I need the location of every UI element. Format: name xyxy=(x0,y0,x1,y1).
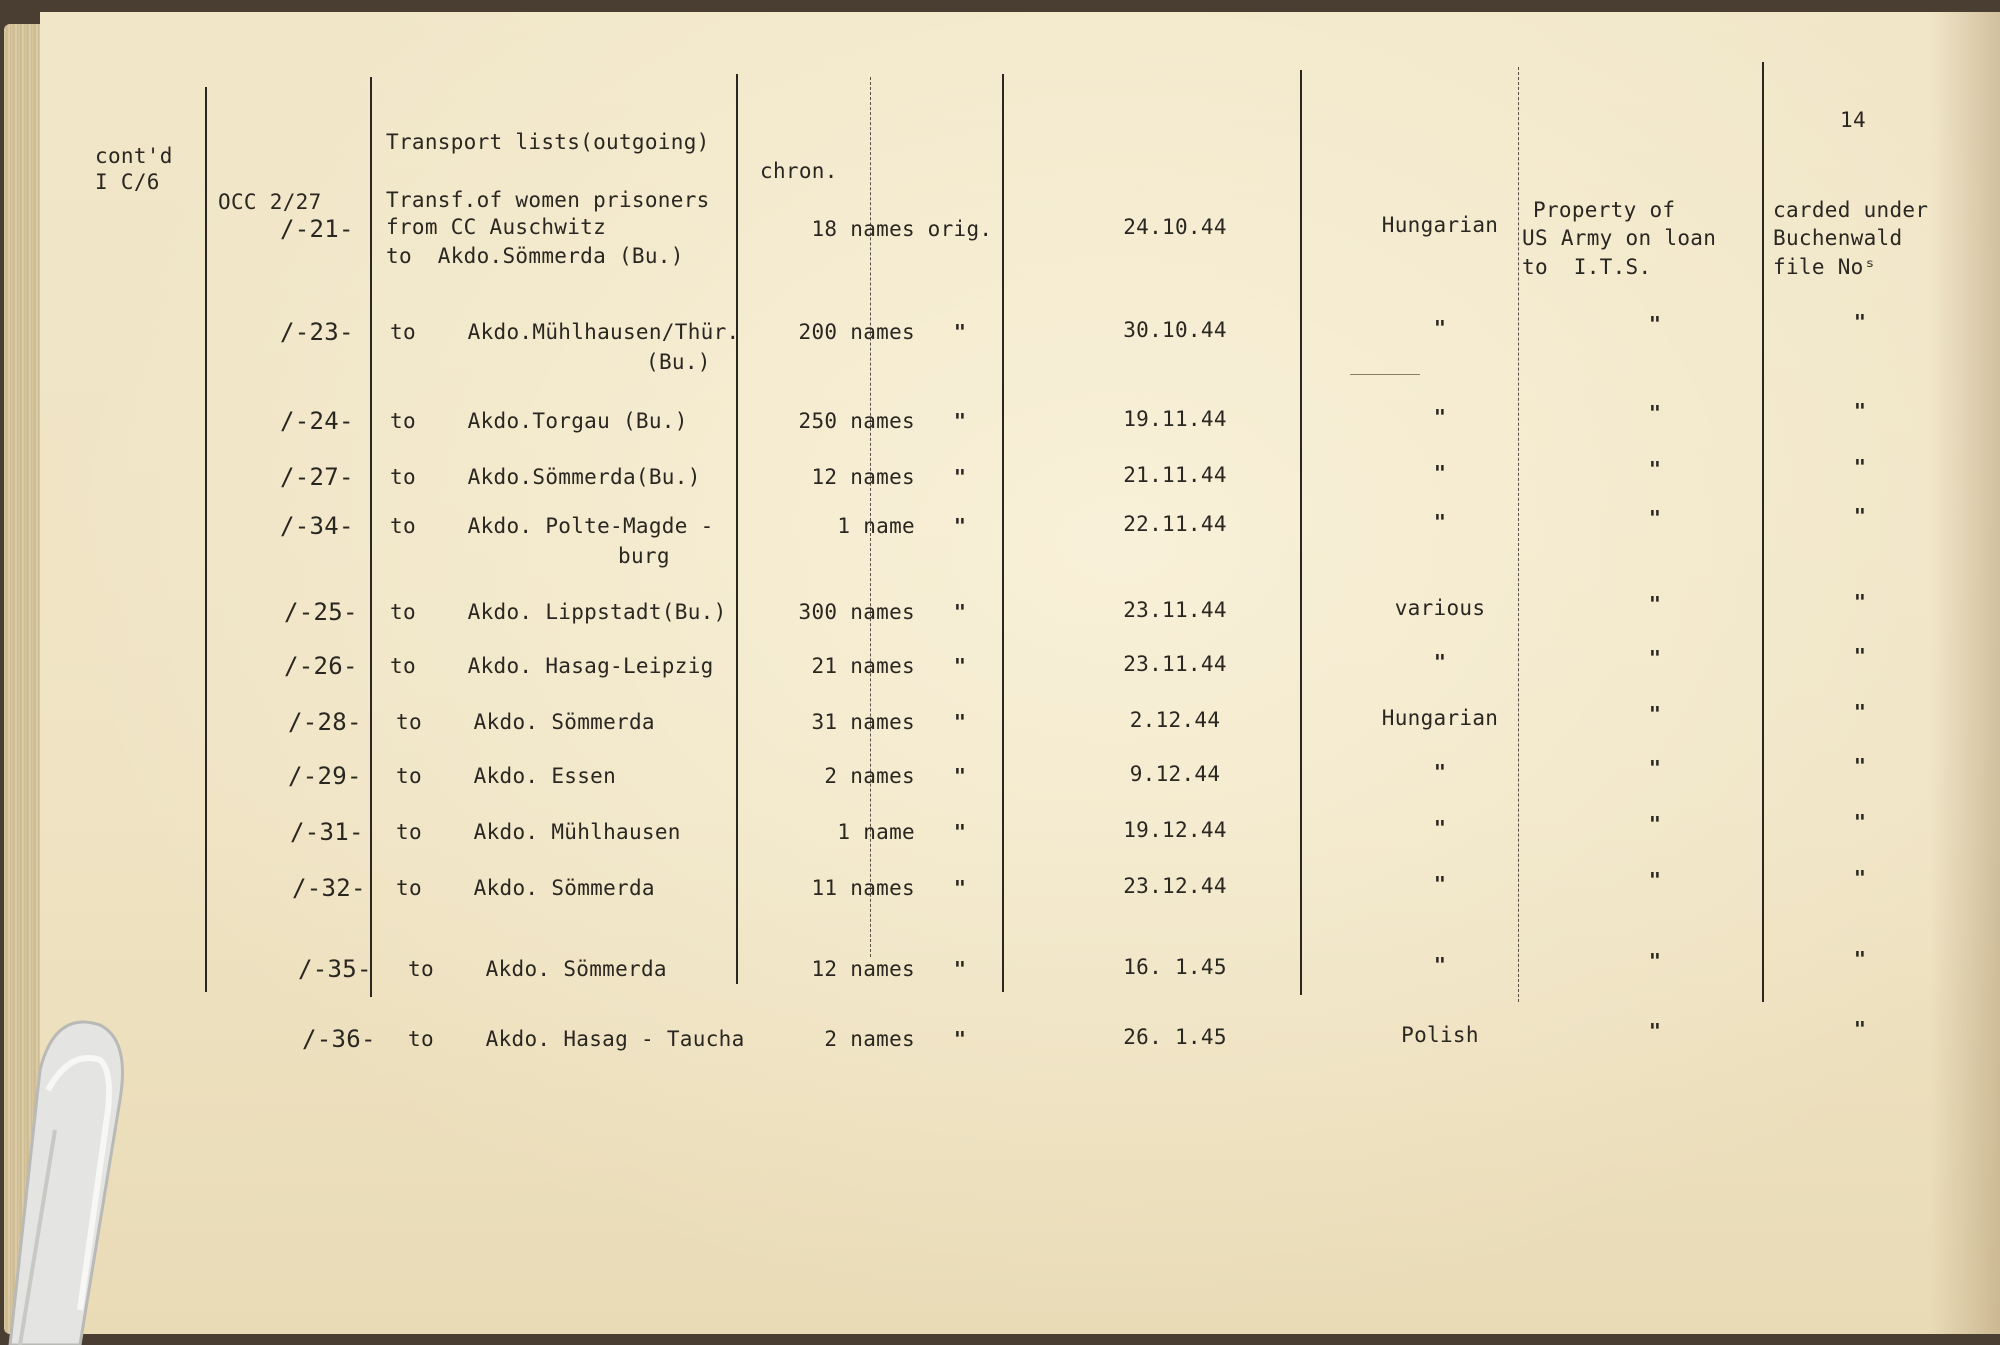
row-nationality: " xyxy=(1433,872,1447,896)
row-nationality: various xyxy=(1394,596,1486,620)
row-destination: to Akdo. Sömmerda xyxy=(396,876,655,900)
row-date: 19.12.44 xyxy=(1123,818,1227,842)
row-number: /-25- xyxy=(284,598,358,626)
row-nationality: " xyxy=(1433,760,1447,784)
carded-line-3: file Noˢ xyxy=(1773,255,1877,279)
row-number: /-36- xyxy=(302,1025,376,1053)
row-number: /-23- xyxy=(280,318,354,346)
contd-label: cont'd xyxy=(95,144,173,168)
property-line-2: US Army on loan xyxy=(1522,226,1717,250)
row-type: " xyxy=(953,764,967,788)
row-count: 300 names xyxy=(798,600,915,624)
row-number: /-27- xyxy=(280,463,354,491)
row-number: /-26- xyxy=(284,652,358,680)
row-count: 1 name xyxy=(837,514,915,538)
row-property: " xyxy=(1648,506,1662,530)
row-count: 250 names xyxy=(798,409,915,433)
row-type: " xyxy=(953,957,967,981)
property-line-1: Property of xyxy=(1533,198,1676,222)
row-date: 30.10.44 xyxy=(1123,318,1227,342)
first-entry-line-3: to Akdo.Sömmerda (Bu.) xyxy=(386,244,684,268)
row-property: " xyxy=(1648,401,1662,425)
row-property: " xyxy=(1648,312,1662,336)
row-number: /-35- xyxy=(298,955,372,983)
row-count: 2 names xyxy=(824,1027,915,1051)
row-count: 18 names xyxy=(811,217,915,241)
row-nationality: Polish xyxy=(1401,1023,1479,1047)
document-page xyxy=(40,12,2000,1334)
row-carded: " xyxy=(1853,866,1867,890)
row-type: " xyxy=(953,409,967,433)
row-destination: to Akdo. Sömmerda xyxy=(408,957,667,981)
row-destination-cont: burg xyxy=(618,544,670,568)
row-carded: " xyxy=(1853,947,1867,971)
row-carded: " xyxy=(1853,754,1867,778)
row-date: 23.12.44 xyxy=(1123,874,1227,898)
row-type: " xyxy=(953,600,967,624)
first-entry-line-1: Transf.of women prisoners xyxy=(386,188,710,212)
row-date: 19.11.44 xyxy=(1123,407,1227,431)
row-date: 2.12.44 xyxy=(1129,708,1221,732)
row-date: 16. 1.45 xyxy=(1123,955,1227,979)
row-count: 200 names xyxy=(798,320,915,344)
row-nationality: " xyxy=(1433,461,1447,485)
row-property: " xyxy=(1648,592,1662,616)
row-property: " xyxy=(1648,702,1662,726)
row-destination-cont: (Bu.) xyxy=(646,350,711,374)
row-destination: to Akdo. Lippstadt(Bu.) xyxy=(390,600,727,624)
row-count: 21 names xyxy=(811,654,915,678)
column-rule-8 xyxy=(1762,62,1764,1002)
row-date: 22.11.44 xyxy=(1123,512,1227,536)
row-type: " xyxy=(953,876,967,900)
row-property: " xyxy=(1648,646,1662,670)
row-carded: " xyxy=(1853,504,1867,528)
carded-line-2: Buchenwald xyxy=(1773,226,1903,250)
row-number: /-21- xyxy=(280,215,354,243)
row-property: " xyxy=(1648,812,1662,836)
row-property: " xyxy=(1648,756,1662,780)
row-carded: " xyxy=(1853,1017,1867,1041)
row-number: /-31- xyxy=(290,818,364,846)
row-nationality: " xyxy=(1433,510,1447,534)
column-rule-6 xyxy=(1300,70,1302,995)
row-carded: " xyxy=(1853,590,1867,614)
file-code: OCC 2/27 xyxy=(218,190,322,214)
row-nationality: Hungarian xyxy=(1381,213,1499,237)
row-carded: " xyxy=(1853,700,1867,724)
section-title: Transport lists(outgoing) xyxy=(386,130,710,154)
row-nationality: Hungarian xyxy=(1381,706,1499,730)
column-rule-5 xyxy=(1002,74,1004,992)
row-nationality: " xyxy=(1433,650,1447,674)
row-destination: to Akdo. Hasag - Taucha xyxy=(408,1027,745,1051)
row-number: /-24- xyxy=(280,407,354,435)
row-date: 21.11.44 xyxy=(1123,463,1227,487)
row-date: 26. 1.45 xyxy=(1123,1025,1227,1049)
row-type: orig. xyxy=(927,217,993,241)
row-carded: " xyxy=(1853,455,1867,479)
row-type: " xyxy=(953,1027,967,1051)
page-number: 14 xyxy=(1840,108,1866,132)
row-number: /-34- xyxy=(280,512,354,540)
row-carded: " xyxy=(1853,810,1867,834)
row-number: /-28- xyxy=(288,708,362,736)
row-property: " xyxy=(1648,1019,1662,1043)
row-type: " xyxy=(953,820,967,844)
column-rule-7 xyxy=(1518,67,1519,1002)
row-count: 12 names xyxy=(811,957,915,981)
row-carded: " xyxy=(1853,399,1867,423)
row-nationality: " xyxy=(1433,816,1447,840)
row-number: /-29- xyxy=(288,762,362,790)
row-carded: " xyxy=(1853,644,1867,668)
row-destination: to Akdo. Sömmerda xyxy=(396,710,655,734)
pencil-mark xyxy=(1350,374,1420,375)
row-date: 9.12.44 xyxy=(1129,762,1221,786)
row-date: 23.11.44 xyxy=(1123,598,1227,622)
row-destination: to Akdo. Polte-Magde - xyxy=(390,514,714,538)
row-count: 31 names xyxy=(811,710,915,734)
row-type: " xyxy=(953,320,967,344)
row-count: 2 names xyxy=(824,764,915,788)
row-type: " xyxy=(953,514,967,538)
chron-label: chron. xyxy=(760,159,838,183)
row-destination: to Akdo.Mühlhausen/Thür. xyxy=(390,320,740,344)
row-number: /-32- xyxy=(292,874,366,902)
carded-line-1: carded under xyxy=(1773,198,1929,222)
row-count: 12 names xyxy=(811,465,915,489)
row-destination: to Akdo. Mühlhausen xyxy=(396,820,681,844)
section-ref: I C/6 xyxy=(95,170,160,194)
row-property: " xyxy=(1648,949,1662,973)
row-type: " xyxy=(953,465,967,489)
row-destination: to Akdo.Torgau (Bu.) xyxy=(390,409,688,433)
row-date: 23.11.44 xyxy=(1123,652,1227,676)
row-destination: to Akdo. Essen xyxy=(396,764,617,788)
row-type: " xyxy=(953,710,967,734)
row-type: " xyxy=(953,654,967,678)
row-destination: to Akdo.Sömmerda(Bu.) xyxy=(390,465,701,489)
row-nationality: " xyxy=(1433,316,1447,340)
row-count: 11 names xyxy=(811,876,915,900)
property-line-3: to I.T.S. xyxy=(1522,255,1652,279)
row-nationality: " xyxy=(1433,405,1447,429)
row-date: 24.10.44 xyxy=(1123,215,1227,239)
glove-thumb-image xyxy=(0,1010,140,1345)
row-property: " xyxy=(1648,868,1662,892)
row-nationality: " xyxy=(1433,953,1447,977)
row-count: 1 name xyxy=(837,820,915,844)
column-rule-1 xyxy=(205,87,207,992)
row-carded: " xyxy=(1853,310,1867,334)
first-entry-line-2: from CC Auschwitz xyxy=(386,215,607,239)
column-rule-2 xyxy=(370,77,372,997)
row-property: " xyxy=(1648,457,1662,481)
row-destination: to Akdo. Hasag-Leipzig xyxy=(390,654,714,678)
